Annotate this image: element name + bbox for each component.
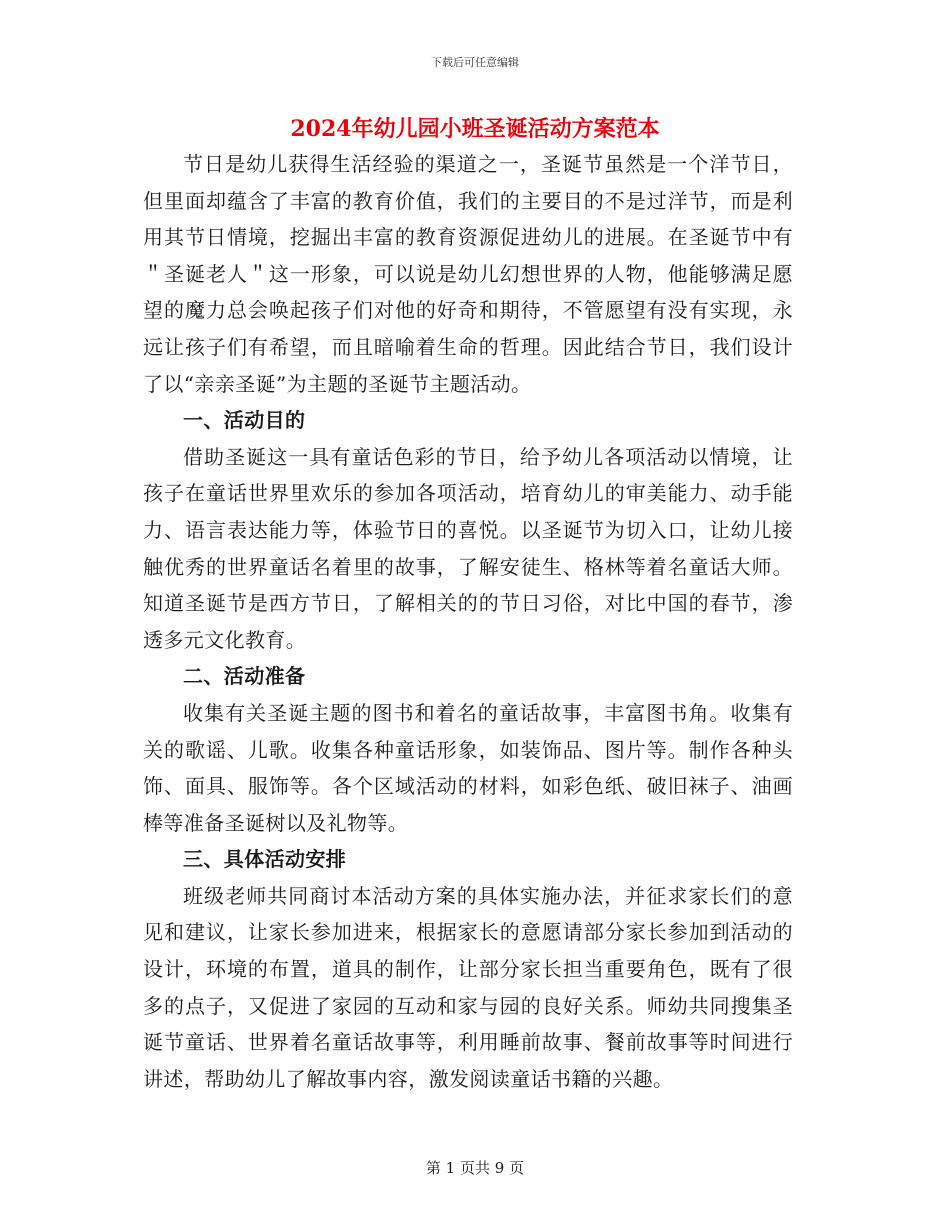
section-body-purpose: 借助圣诞这一具有童话色彩的节日，给予幼儿各项活动以情境，让孩子在童话世界里欢乐的参加各项活动，培育幼儿的审美能力、动手能力、语言表达能力等，体验节日的喜悦。以圣诞节为切入口，让幼儿接触优秀的世界童话名着里的故事，了解安徒生、格林等着名童话大师。知道圣诞节是西方节日，了解相关的的节日习俗，对比中国的春节，渗透多元文化教育。	[143, 444, 793, 652]
section-heading-purpose: 一、活动目的	[183, 408, 306, 433]
section-body-preparation: 收集有关圣诞主题的图书和着名的童话故事，丰富图书角。收集有关的歌谣、儿歌。收集各种童话形象，如装饰品、图片等。制作各种头饰、面具、服饰等。各个区域活动的材料，如彩色纸、破旧袜子、油画棒等准备圣诞树以及礼物等。	[143, 700, 793, 835]
document-title: 2024年幼儿园小班圣诞活动方案范本	[290, 116, 660, 142]
section-heading-arrangement: 三、具体活动安排	[183, 847, 347, 872]
section-body-arrangement: 班级老师共同商讨本活动方案的具体实施办法，并征求家长们的意见和建议，让家长参加进来，根据家长的意愿请部分家长参加到活动的设计，环境的布置，道具的制作，让部分家长担当重要角色，既有了很多的点子，又促进了家园的互动和家与园的良好关系。师幼共同搜集圣诞节童话、世界着名童话故事等，利用睡前故事、餐前故事等时间进行讲述，帮助幼儿了解故事内容，激发阅读童话书籍的兴趣。	[143, 883, 793, 1091]
page-indicator: 第 1 页共 9 页	[425, 1159, 525, 1177]
document-body	[143, 146, 793, 1097]
intro-paragraph: 节日是幼儿获得生活经验的渠道之一，圣诞节虽然是一个洋节日，但里面却蕴含了丰富的教育价值，我们的主要目的不是过洋节，而是利用其节日情境，挖掘出丰富的教育资源促进幼儿的进展。在圣诞节中有＂圣诞老人＂这一形象，可以说是幼儿幻想世界的人物，他能够满足愿望的魔力总会唤起孩子们对他的好奇和期待，不管愿望有没有实现，永远让孩子们有希望，而且暗喻着生命的哲理。因此结合节日，我们设计了以“亲亲圣诞”为主题的圣诞节主题活动。	[143, 152, 793, 396]
section-heading-preparation: 二、活动准备	[183, 664, 306, 689]
header-note: 下载后可任意编辑	[431, 56, 519, 69]
